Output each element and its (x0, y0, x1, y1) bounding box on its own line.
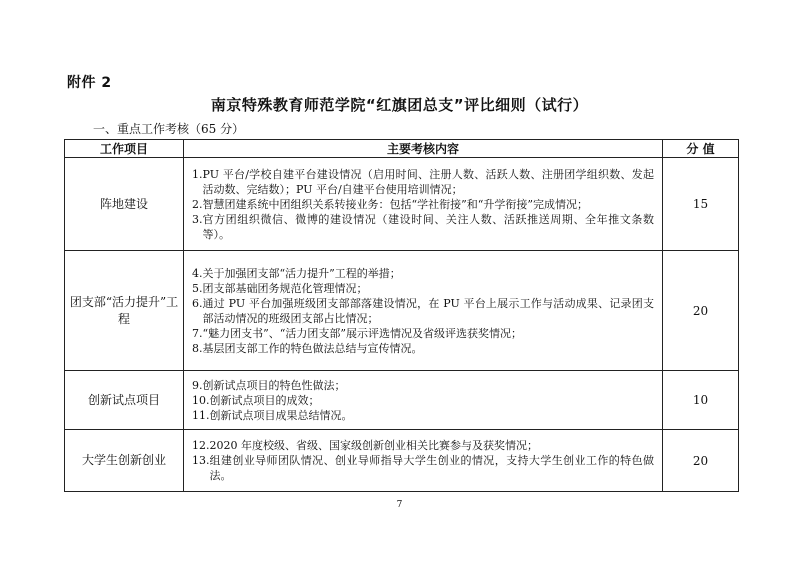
item-number: 3. (192, 212, 203, 226)
table-row (65, 251, 739, 371)
list-item (192, 341, 654, 356)
table-header-row (65, 140, 739, 158)
item-text: 创新试点项目的特色性做法； (202, 378, 346, 392)
row-content (184, 430, 663, 492)
item-number: 4. (192, 266, 203, 280)
attachment-label: 附件 2 (67, 75, 112, 91)
item-text: 通过 PU 平台加强班级团支部部落建设情况，在 PU 平台上展示工作与活动成果、记录团支部活动情况的班级团支部占比情况； (202, 296, 654, 325)
row-score: 15 (663, 158, 739, 251)
item-number: 2. (192, 197, 203, 211)
item-text: 基层团支部工作的特色做法总结与宣传情况。 (202, 341, 423, 355)
item-number: 6. (192, 296, 203, 310)
row-content (184, 251, 663, 371)
list-item (192, 453, 654, 483)
item-number: 10. (192, 393, 210, 407)
list-item (192, 212, 654, 242)
item-number: 9. (192, 378, 203, 392)
row-project: 创新试点项目 (65, 371, 184, 430)
evaluation-table (64, 139, 739, 492)
list-item (192, 167, 654, 197)
page-number: 7 (396, 500, 403, 510)
header-score: 分 值 (663, 140, 739, 158)
list-item (192, 393, 654, 408)
row-content (184, 371, 663, 430)
item-text: 创新试点项目的成效； (209, 393, 320, 407)
list-item (192, 266, 654, 281)
document-title: 南京特殊教育师范学院“红旗团总支”评比细则（试行） (210, 96, 589, 114)
item-text: 2020 年度校级、省级、国家级创新创业相关比赛参与及获奖情况； (209, 439, 538, 452)
item-number: 11. (192, 408, 210, 422)
header-content: 主要考核内容 (184, 140, 663, 158)
list-item (192, 378, 654, 393)
item-number: 13. (192, 454, 210, 467)
table-row (65, 430, 739, 492)
item-number: 7. (192, 326, 203, 340)
item-text: 组建创业导师团队情况、创业导师指导大学生创业的情况，支持大学生创业工作的特色做法。 (209, 454, 654, 482)
item-number: 1. (192, 167, 203, 181)
item-text: PU 平台/学校自建平台建设情况（启用时间、注册人数、活跃人数、注册团学组织数、发起活动数、完结数）；PU 平台/自建平台使用培训情况； (202, 167, 654, 196)
item-number: 8. (192, 341, 203, 355)
item-number: 5. (192, 281, 203, 295)
list-item (192, 408, 654, 423)
item-text: “魅力团支书”、“活力团支部”展示评选情况及省级评选获奖情况； (202, 326, 522, 340)
item-text: 官方团组织微信、微博的建设情况（建设时间、关注人数、活跃推送周期、全年推文条数等）。 (202, 212, 654, 241)
list-item (192, 326, 654, 341)
list-item (192, 197, 654, 212)
row-project: 团支部“活力提升”工程 (65, 251, 184, 371)
item-text: 创新试点项目成果总结情况。 (209, 408, 353, 422)
section-heading: 一、重点工作考核（65 分） (93, 122, 245, 136)
list-item (192, 296, 654, 326)
row-project: 大学生创新创业 (65, 430, 184, 492)
table-row (65, 371, 739, 430)
item-text: 关于加强团支部“活力提升”工程的举措； (202, 266, 401, 280)
row-score: 20 (663, 430, 739, 492)
header-project: 工作项目 (65, 140, 184, 158)
item-text: 团支部基础团务规范化管理情况； (202, 281, 368, 295)
row-score: 20 (663, 251, 739, 371)
row-project: 阵地建设 (65, 158, 184, 251)
row-score: 10 (663, 371, 739, 430)
item-number: 12. (192, 439, 210, 452)
list-item (192, 438, 654, 453)
item-text: 智慧团建系统中团组织关系转接业务：包括“学社衔接”和“升学衔接”完成情况； (202, 197, 588, 211)
list-item (192, 281, 654, 296)
row-content (184, 158, 663, 251)
table-row (65, 158, 739, 251)
